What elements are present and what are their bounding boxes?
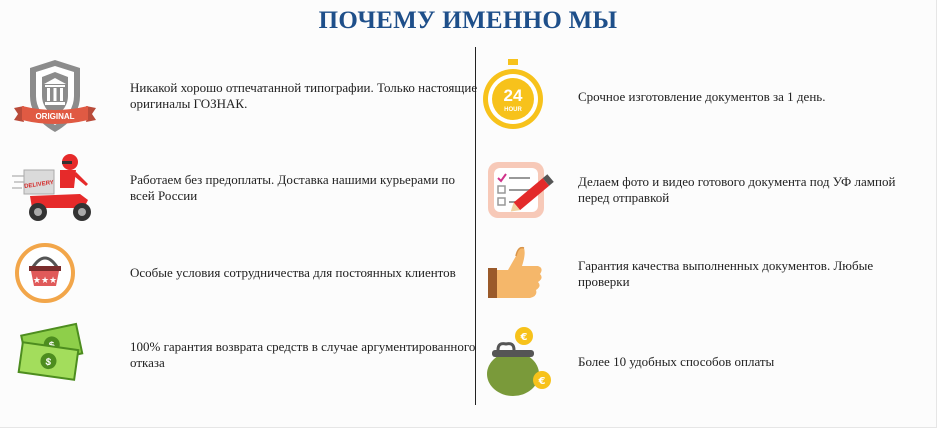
24-hour-clock-icon — [478, 57, 568, 137]
section-title: ПОЧЕМУ ИМЕННО МЫ — [318, 7, 618, 34]
feature-uv-check — [478, 150, 928, 230]
feature-payment — [478, 322, 928, 402]
feature-text: 100% гарантия возврата средств в случае аргументированного отказа — [130, 339, 476, 370]
money-bills-icon — [10, 315, 100, 395]
feature-text: Особые условия сотрудничества для постоянных клиентов — [130, 265, 456, 280]
clock-number: 24 — [503, 86, 523, 105]
feature-money-back — [10, 315, 475, 395]
feature-delivery — [10, 148, 475, 228]
feature-text: Более 10 удобных способов оплаты — [578, 354, 775, 369]
feature-regular-clients — [10, 233, 475, 313]
delivery-box-label: DELIVERY — [23, 179, 55, 191]
feature-text: Работаем без предоплаты. Доставка нашими курьерами по всей России — [130, 172, 455, 203]
svg-text:€: € — [538, 376, 546, 387]
feature-urgent — [478, 57, 928, 137]
shopping-basket-icon — [10, 233, 100, 313]
svg-text:$: $ — [44, 356, 52, 369]
feature-text: Гарантия качества выполненных документов. Любые проверки — [578, 258, 874, 289]
feature-text: Делаем фото и видео готового документа под УФ лампой перед отправкой — [578, 174, 896, 205]
original-badge-icon — [10, 56, 100, 136]
svg-text:€: € — [520, 332, 528, 343]
feature-original — [10, 56, 478, 136]
clock-unit: HOUR — [504, 107, 522, 113]
coin-purse-icon — [478, 322, 568, 402]
delivery-scooter-icon — [10, 148, 100, 228]
badge-label: ORIGINAL — [35, 112, 75, 121]
feature-quality — [478, 234, 928, 314]
feature-text: Срочное изготовление документов за 1 день. — [578, 89, 826, 104]
checklist-pencil-icon — [478, 150, 568, 230]
svg-text:★★★: ★★★ — [32, 276, 58, 286]
thumbs-up-icon — [478, 234, 568, 314]
feature-text: Никакой хорошо отпечатанной типографии. Только настоящие оригиналы ГОЗНАК. — [130, 80, 478, 111]
